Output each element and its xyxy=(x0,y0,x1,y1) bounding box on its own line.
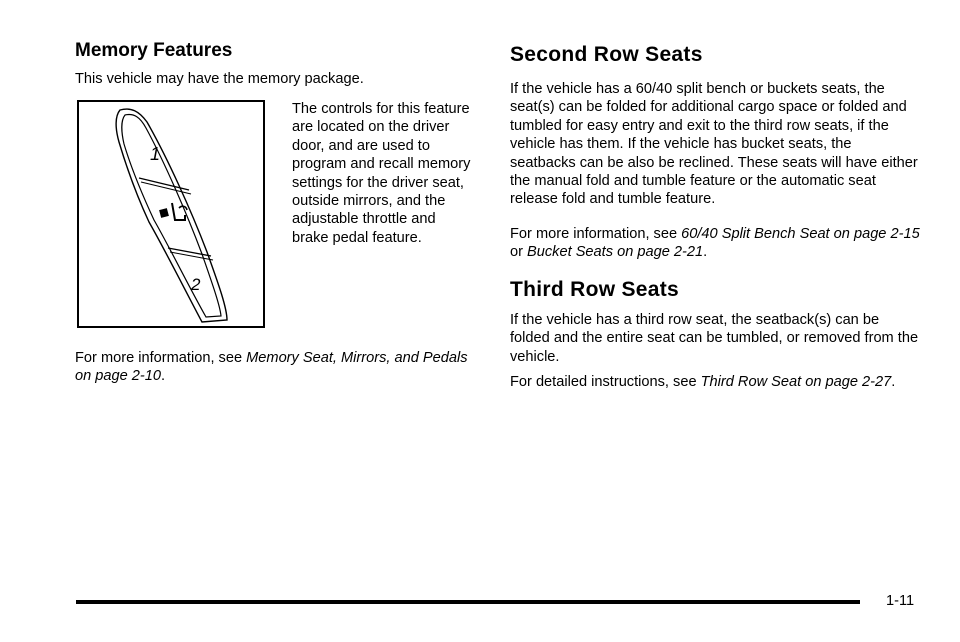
more-info-prefix: For more information, see xyxy=(75,350,247,366)
third-row-seats-heading: Third Row Seats xyxy=(510,278,680,301)
more-info-suffix: . xyxy=(161,368,166,385)
memory-features-heading: Memory Features xyxy=(75,40,233,61)
third-row-more-info xyxy=(510,373,920,391)
memory-set-icon xyxy=(159,203,187,220)
memory-buttons-illustration xyxy=(79,102,263,326)
more-info-suffix: . xyxy=(891,374,896,390)
second-row-seats-body: If the vehicle has a 60/40 split bench or buckets seats, the seat(s) can be folded for additional cargo space or folded and tumbled for easy entry and exit to the third row seats, if the vehicle has them. If the vehicle has bucket seats, the seatbacks can be also be reclined. These seats will have either the manual fold and tumble feature or the automatic seat release fold and tumble feature. xyxy=(510,81,918,208)
split-bench-seat-reference-link[interactable]: 60/40 Split Bench Seat on page 2-15 xyxy=(681,226,920,242)
footer-rule xyxy=(76,600,860,604)
memory-seat-reference-link[interactable]: Memory Seat, Mirrors, and Pedals on page 2-10 xyxy=(75,350,468,385)
third-row-seats-body: If the vehicle has a third row seat, the seatback(s) can be folded and the entire seat can be tumbled, or removed from the vehicle. xyxy=(510,312,919,365)
more-info-prefix: For detailed instructions, see xyxy=(510,374,701,390)
memory-controls-figure xyxy=(77,100,265,328)
memory-button-1-label: 1 xyxy=(150,144,161,164)
memory-button-2-label: 2 xyxy=(191,275,201,294)
second-row-seats-heading: Second Row Seats xyxy=(510,43,703,66)
memory-intro-text: This vehicle may have the memory package. xyxy=(75,71,364,87)
more-info-conjunction: or xyxy=(510,244,528,261)
more-info-suffix: . xyxy=(703,244,708,261)
bucket-seats-reference-link[interactable]: Bucket Seats on page 2-21 xyxy=(527,244,704,261)
second-row-more-info xyxy=(510,225,920,262)
memory-controls-caption: The controls for this feature are located on the driver door, and are used to program and recall memory settings for the driver seat, outside mirrors, and the adjustable throttle and brake pedal feature. xyxy=(292,101,471,246)
memory-more-info xyxy=(75,349,475,386)
third-row-seat-reference-link[interactable]: Third Row Seat on page 2-27 xyxy=(700,374,892,390)
page-number: 1-11 xyxy=(886,593,915,609)
more-info-prefix: For more information, see xyxy=(510,226,682,242)
